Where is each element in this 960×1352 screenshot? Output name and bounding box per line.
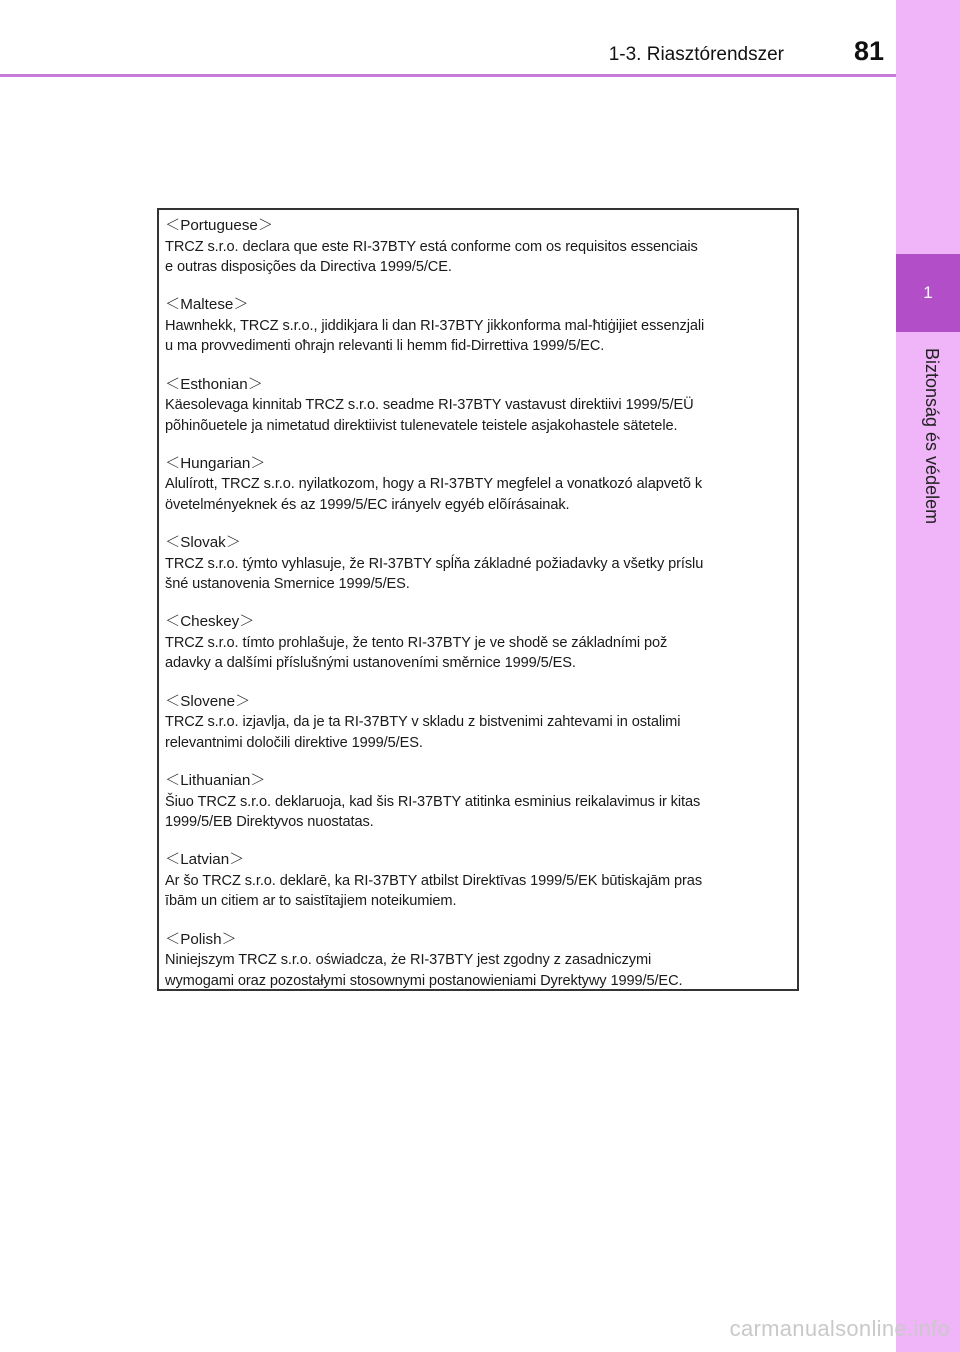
header-rule	[0, 74, 896, 77]
declaration-language: ＜Maltese＞	[165, 296, 249, 314]
section-title: 1-3. Riasztórendszer	[608, 44, 784, 65]
declaration-line: TRCZ s.r.o. declara que este RI-37BTY está conforme com os requisitos essenciais	[165, 238, 698, 255]
declaration-line: ībām un citiem ar to saistītajiem noteikumiem.	[165, 893, 457, 910]
declaration-polish	[165, 930, 793, 991]
declaration-line: 1999/5/EB Direktyvos nuostatas.	[165, 814, 374, 831]
declaration-language: ＜Slovene＞	[165, 692, 251, 710]
declaration-language: ＜Hungarian＞	[165, 454, 266, 472]
declarations-box	[157, 208, 799, 991]
declaration-line: u ma provvedimenti oħrajn relevanti li hemm fid-Dirrettiva 1999/5/EC.	[165, 338, 605, 355]
declaration-esthonian	[165, 375, 793, 437]
chapter-number-box	[896, 254, 960, 332]
declaration-cheskey	[165, 612, 793, 674]
declaration-hungarian	[165, 454, 793, 516]
declaration-line: TRCZ s.r.o. izjavlja, da je ta RI-37BTY v skladu z bistvenimi zahtevami in ostalimi	[165, 714, 681, 731]
declaration-lithuanian	[165, 771, 793, 833]
declaration-line: Šiuo TRCZ s.r.o. deklaruoja, kad šis RI-37BTY atitinka esminius reikalavimus ir kitas	[165, 793, 701, 810]
chapter-side-tab	[896, 0, 960, 1352]
declaration-portuguese	[165, 216, 793, 278]
page-header	[0, 0, 896, 80]
declaration-line: põhinõuetele ja nimetatud direktiivist tulenevatele teistele asjakohastele sätetele.	[165, 417, 678, 434]
declaration-line: Käesolevaga kinnitab TRCZ s.r.o. seadme RI-37BTY vastavust direktiivi 1999/5/EÜ	[165, 397, 694, 414]
declaration-language: ＜Cheskey＞	[165, 613, 255, 631]
declaration-latvian	[165, 850, 793, 912]
declaration-line: övetelményeknek és az 1999/5/EC irányelv egyéb elõírásainak.	[165, 496, 570, 513]
chapter-number: 1	[923, 283, 933, 302]
declaration-language: ＜Slovak＞	[165, 534, 241, 552]
declaration-line: šné ustanovenia Smernice 1999/5/ES.	[165, 576, 410, 593]
site-watermark: carmanualsonline.info	[729, 1316, 950, 1341]
declaration-language: ＜Esthonian＞	[165, 375, 263, 393]
declaration-slovene	[165, 692, 793, 754]
declaration-language: ＜Polish＞	[165, 930, 237, 948]
declaration-line: wymogami oraz pozostałymi stosownymi postanowieniami Dyrektywy 1999/5/EC.	[165, 972, 683, 989]
declaration-line: Alulírott, TRCZ s.r.o. nyilatkozom, hogy a RI-37BTY megfelel a vonatkozó alapvetõ k	[165, 476, 703, 493]
declaration-line: e outras disposições da Directiva 1999/5/CE.	[165, 259, 452, 275]
declaration-line: TRCZ s.r.o. týmto vyhlasuje, že RI-37BTY spĺňa základné požiadavky a všetky príslu	[165, 555, 704, 572]
declaration-line: Niniejszym TRCZ s.r.o. oświadcza, że RI-37BTY jest zgodny z zasadniczymi	[165, 952, 652, 969]
declaration-language: ＜Lithuanian＞	[165, 772, 266, 790]
declaration-language: ＜Portuguese＞	[165, 217, 274, 234]
declaration-line: adavky a dalšími příslušnými ustanoveními směrnice 1999/5/ES.	[165, 655, 576, 672]
declaration-maltese	[165, 295, 793, 357]
declaration-language: ＜Latvian＞	[165, 851, 245, 869]
declaration-line: relevantnimi določili direktive 1999/5/ES.	[165, 734, 423, 751]
declaration-line: Ar šo TRCZ s.r.o. deklarē, ka RI-37BTY atbilst Direktīvas 1999/5/EK būtiskajām pras	[165, 872, 703, 889]
declaration-slovak	[165, 533, 793, 595]
page-number: 81	[853, 36, 884, 66]
chapter-title: Biztonság és védelem	[922, 348, 942, 525]
declaration-line: TRCZ s.r.o. tímto prohlašuje, že tento RI-37BTY je ve shodě se základními pož	[165, 634, 668, 651]
declaration-line: Hawnhekk, TRCZ s.r.o., jiddikjara li dan RI-37BTY jikkonforma mal-ħtiġijiet essenzjali	[165, 317, 705, 334]
